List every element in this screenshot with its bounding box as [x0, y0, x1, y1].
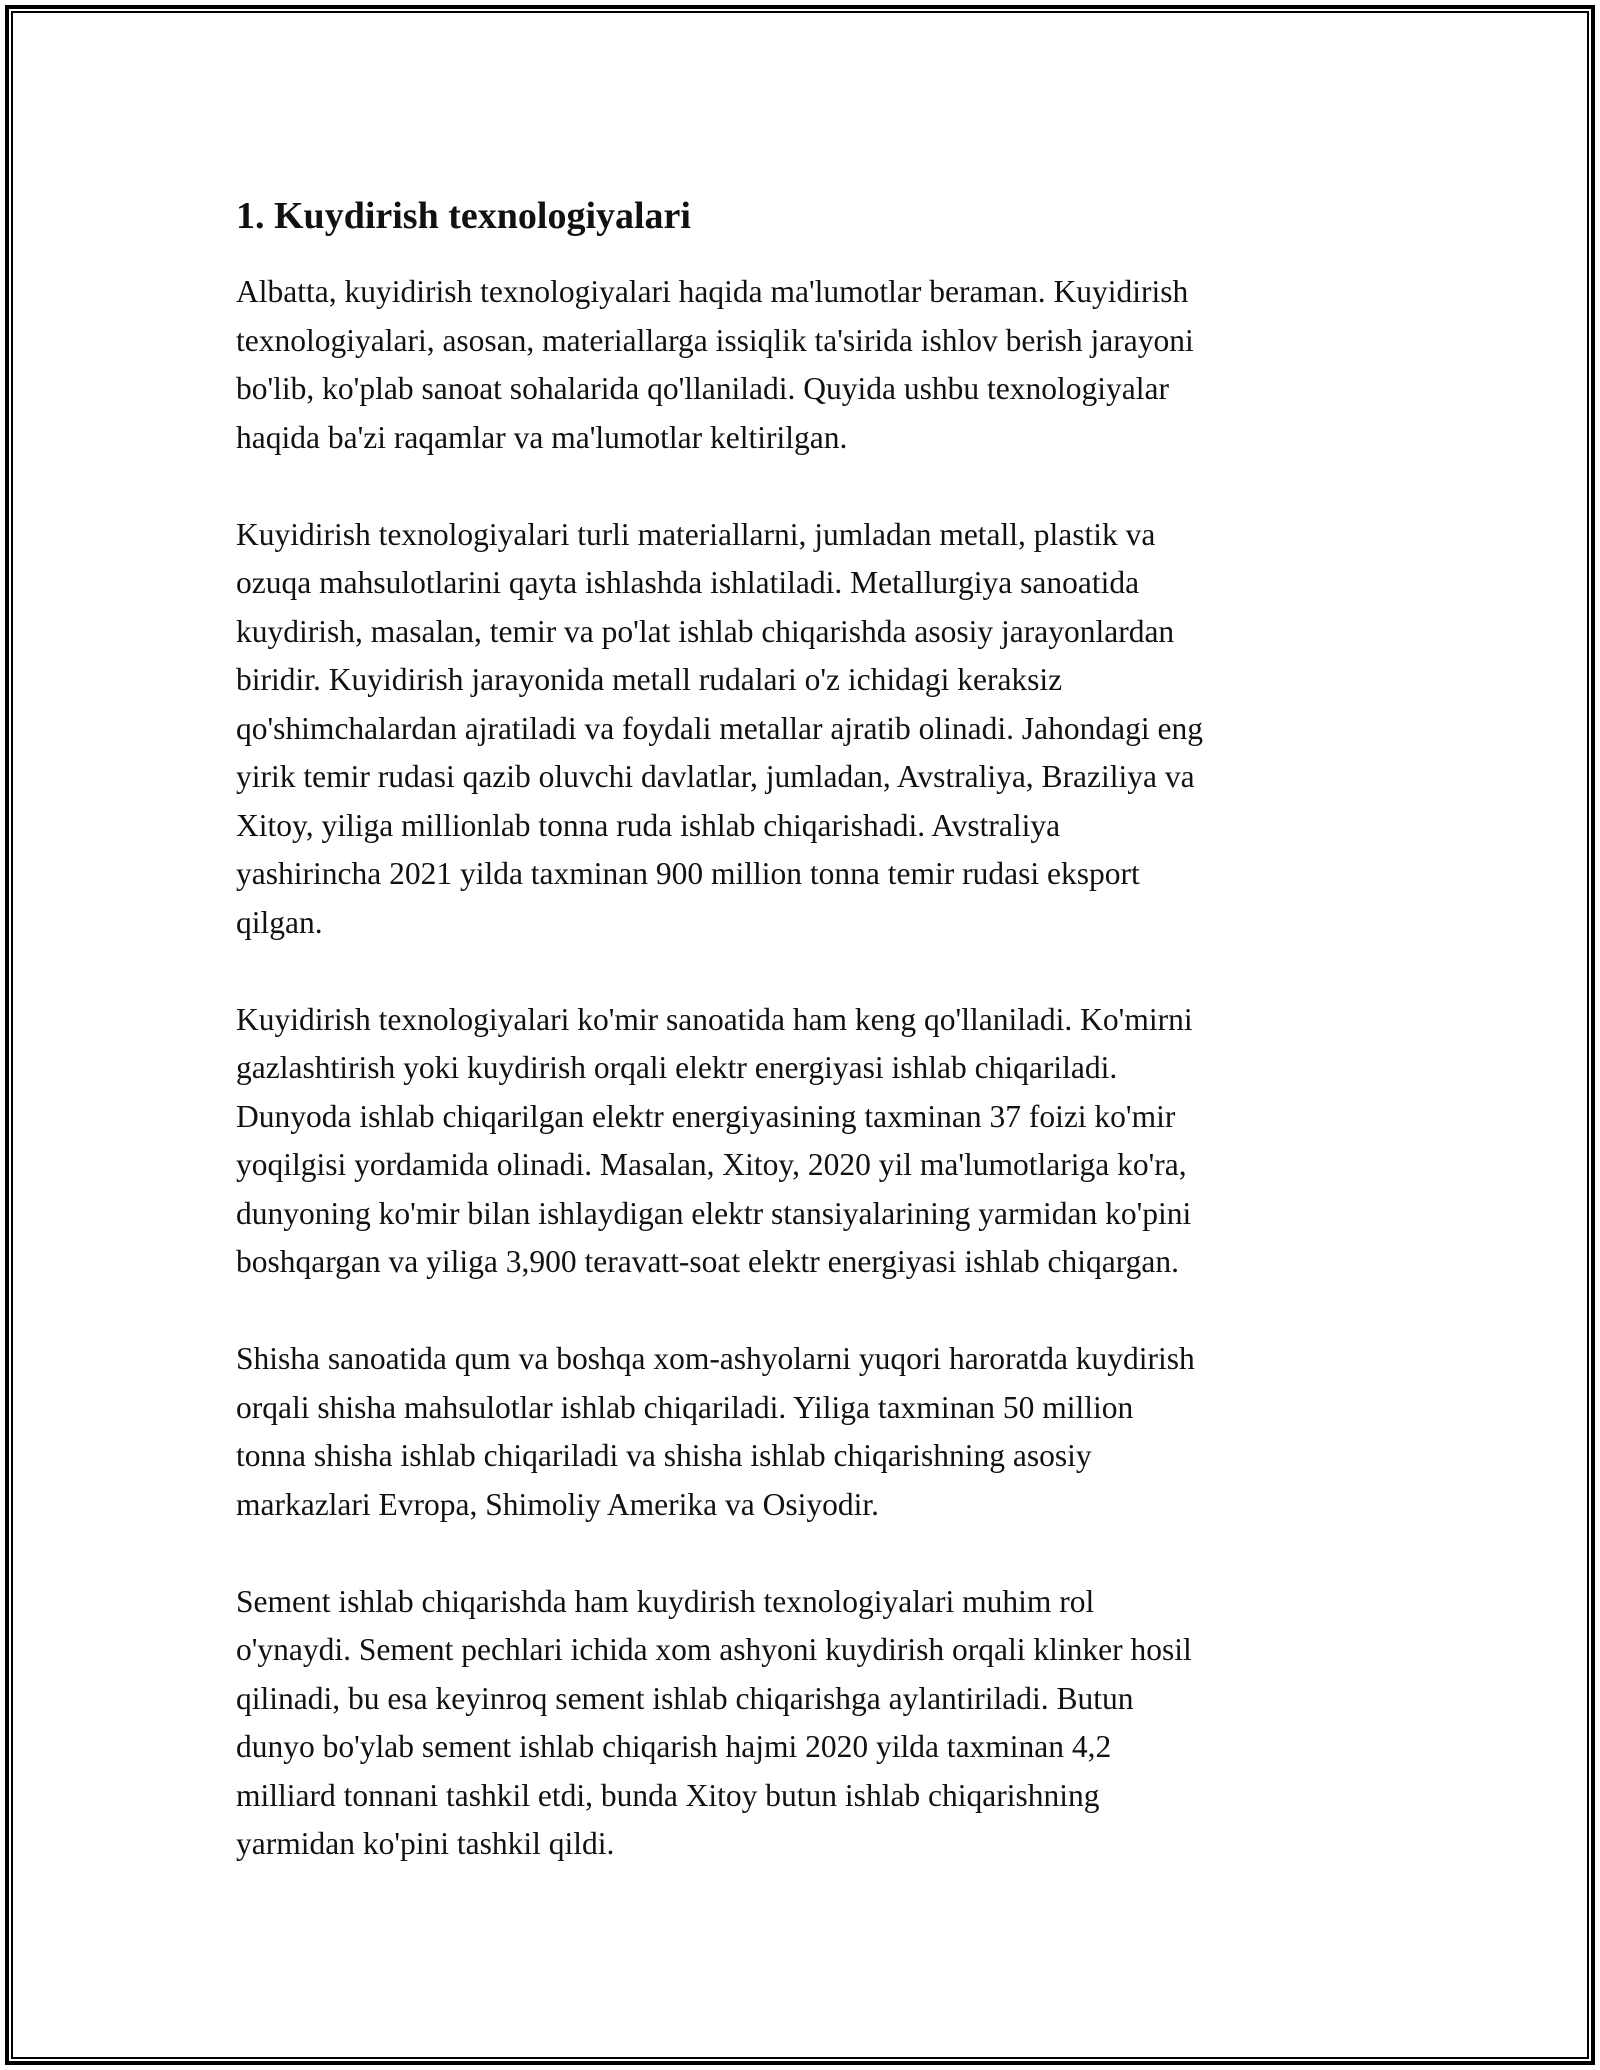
paragraph-line: yirik temir rudasi qazib oluvchi davlatlar, jumladan, Avstraliya, Braziliya va — [236, 759, 1195, 794]
paragraph-line: qilinadi, bu esa keyinroq sement ishlab chiqarishga aylantiriladi. Butun — [236, 1680, 1134, 1716]
paragraph-line: qilgan. — [236, 904, 323, 940]
paragraph-glass — [236, 1335, 1366, 1529]
paragraph-line: bo'lib, ko'plab sanoat sohalarida qo'llaniladi. Quyida ushbu texnologiyalar — [236, 371, 1169, 406]
paragraph-line: kuydirish, masalan, temir va po'lat ishlab chiqarishda asosiy jarayonlardan — [236, 613, 1175, 649]
section-heading: 1. Kuydirish texnologiyalari — [236, 195, 691, 237]
paragraph-line: qo'shimchalardan ajratiladi va foydali metallar ajratib olinadi. Jahondagi eng — [236, 710, 1203, 746]
paragraph-line: Shisha sanoatida qum va boshqa xom-ashyolarni yuqori haroratda kuydirish — [236, 1341, 1195, 1376]
paragraph-line: orqali shisha mahsulotlar ishlab chiqariladi. Yiliga taxminan 50 million — [236, 1389, 1134, 1425]
paragraph-line: tonna shisha ishlab chiqariladi va shisha ishlab chiqarishning asosiy — [236, 1438, 1092, 1473]
paragraph-line: yashirincha 2021 yilda taxminan 900 million tonna temir rudasi eksport — [236, 856, 1140, 891]
paragraph-cement — [236, 1578, 1366, 1869]
paragraph-line: o'ynaydi. Sement pechlari ichida xom ashyoni kuydirish orqali klinker hosil — [236, 1632, 1192, 1667]
paragraph-line: dunyoning ko'mir bilan ishlaydigan elektr stansiyalarining yarmidan ko'pini — [236, 1195, 1192, 1231]
paragraph-line: boshqargan va yiliga 3,900 teravatt-soat elektr energiyasi ishlab chiqargan. — [236, 1244, 1179, 1279]
paragraph-line: Albatta, kuyidirish texnologiyalari haqida ma'lumotlar beraman. Kuyidirish — [236, 274, 1189, 309]
paragraph-line: ozuqa mahsulotlarini qayta ishlashda ishlatiladi. Metallurgiya sanoatida — [236, 565, 1140, 600]
paragraph-line: yoqilgisi yordamida olinadi. Masalan, Xitoy, 2020 yil ma'lumotlariga ko'ra, — [236, 1147, 1187, 1182]
paragraph-line: Kuyidirish texnologiyalari ko'mir sanoatida ham keng qo'llaniladi. Ko'mirni — [236, 1001, 1193, 1037]
paragraph-line: haqida ba'zi raqamlar va ma'lumotlar keltirilgan. — [236, 419, 848, 455]
document-body — [236, 180, 1366, 1917]
paragraph-coal — [236, 996, 1366, 1287]
paragraph-line: dunyo bo'ylab sement ishlab chiqarish hajmi 2020 yilda taxminan 4,2 — [236, 1729, 1112, 1764]
paragraph-line: yarmidan ko'pini tashkil qildi. — [236, 1826, 615, 1861]
paragraph-line: markazlari Evropa, Shimoliy Amerika va Osiyodir. — [236, 1486, 879, 1522]
paragraph-line: texnologiyalari, asosan, materiallarga issiqlik ta'sirida ishlov berish jarayoni — [236, 322, 1194, 358]
paragraph-line: biridir. Kuyidirish jarayonida metall rudalari o'z ichidagi keraksiz — [236, 662, 1063, 697]
paragraph-line: Xitoy, yiliga millionlab tonna ruda ishlab chiqarishadi. Avstraliya — [236, 807, 1061, 843]
paragraph-line: milliard tonnani tashkil etdi, bunda Xitoy butun ishlab chiqarishning — [236, 1777, 1100, 1813]
paragraph-line: Sement ishlab chiqarishda ham kuydirish texnologiyalari muhim rol — [236, 1583, 1095, 1619]
paragraph-line: Kuyidirish texnologiyalari turli materiallarni, jumladan metall, plastik va — [236, 516, 1156, 552]
paragraph-intro — [236, 268, 1366, 462]
paragraph-line: gazlashtirish yoki kuydirish orqali elektr energiyasi ishlab chiqariladi. — [236, 1050, 1118, 1085]
paragraph-metallurgy — [236, 511, 1366, 948]
paragraph-line: Dunyoda ishlab chiqarilgan elektr energiyasining taxminan 37 foizi ko'mir — [236, 1098, 1176, 1134]
